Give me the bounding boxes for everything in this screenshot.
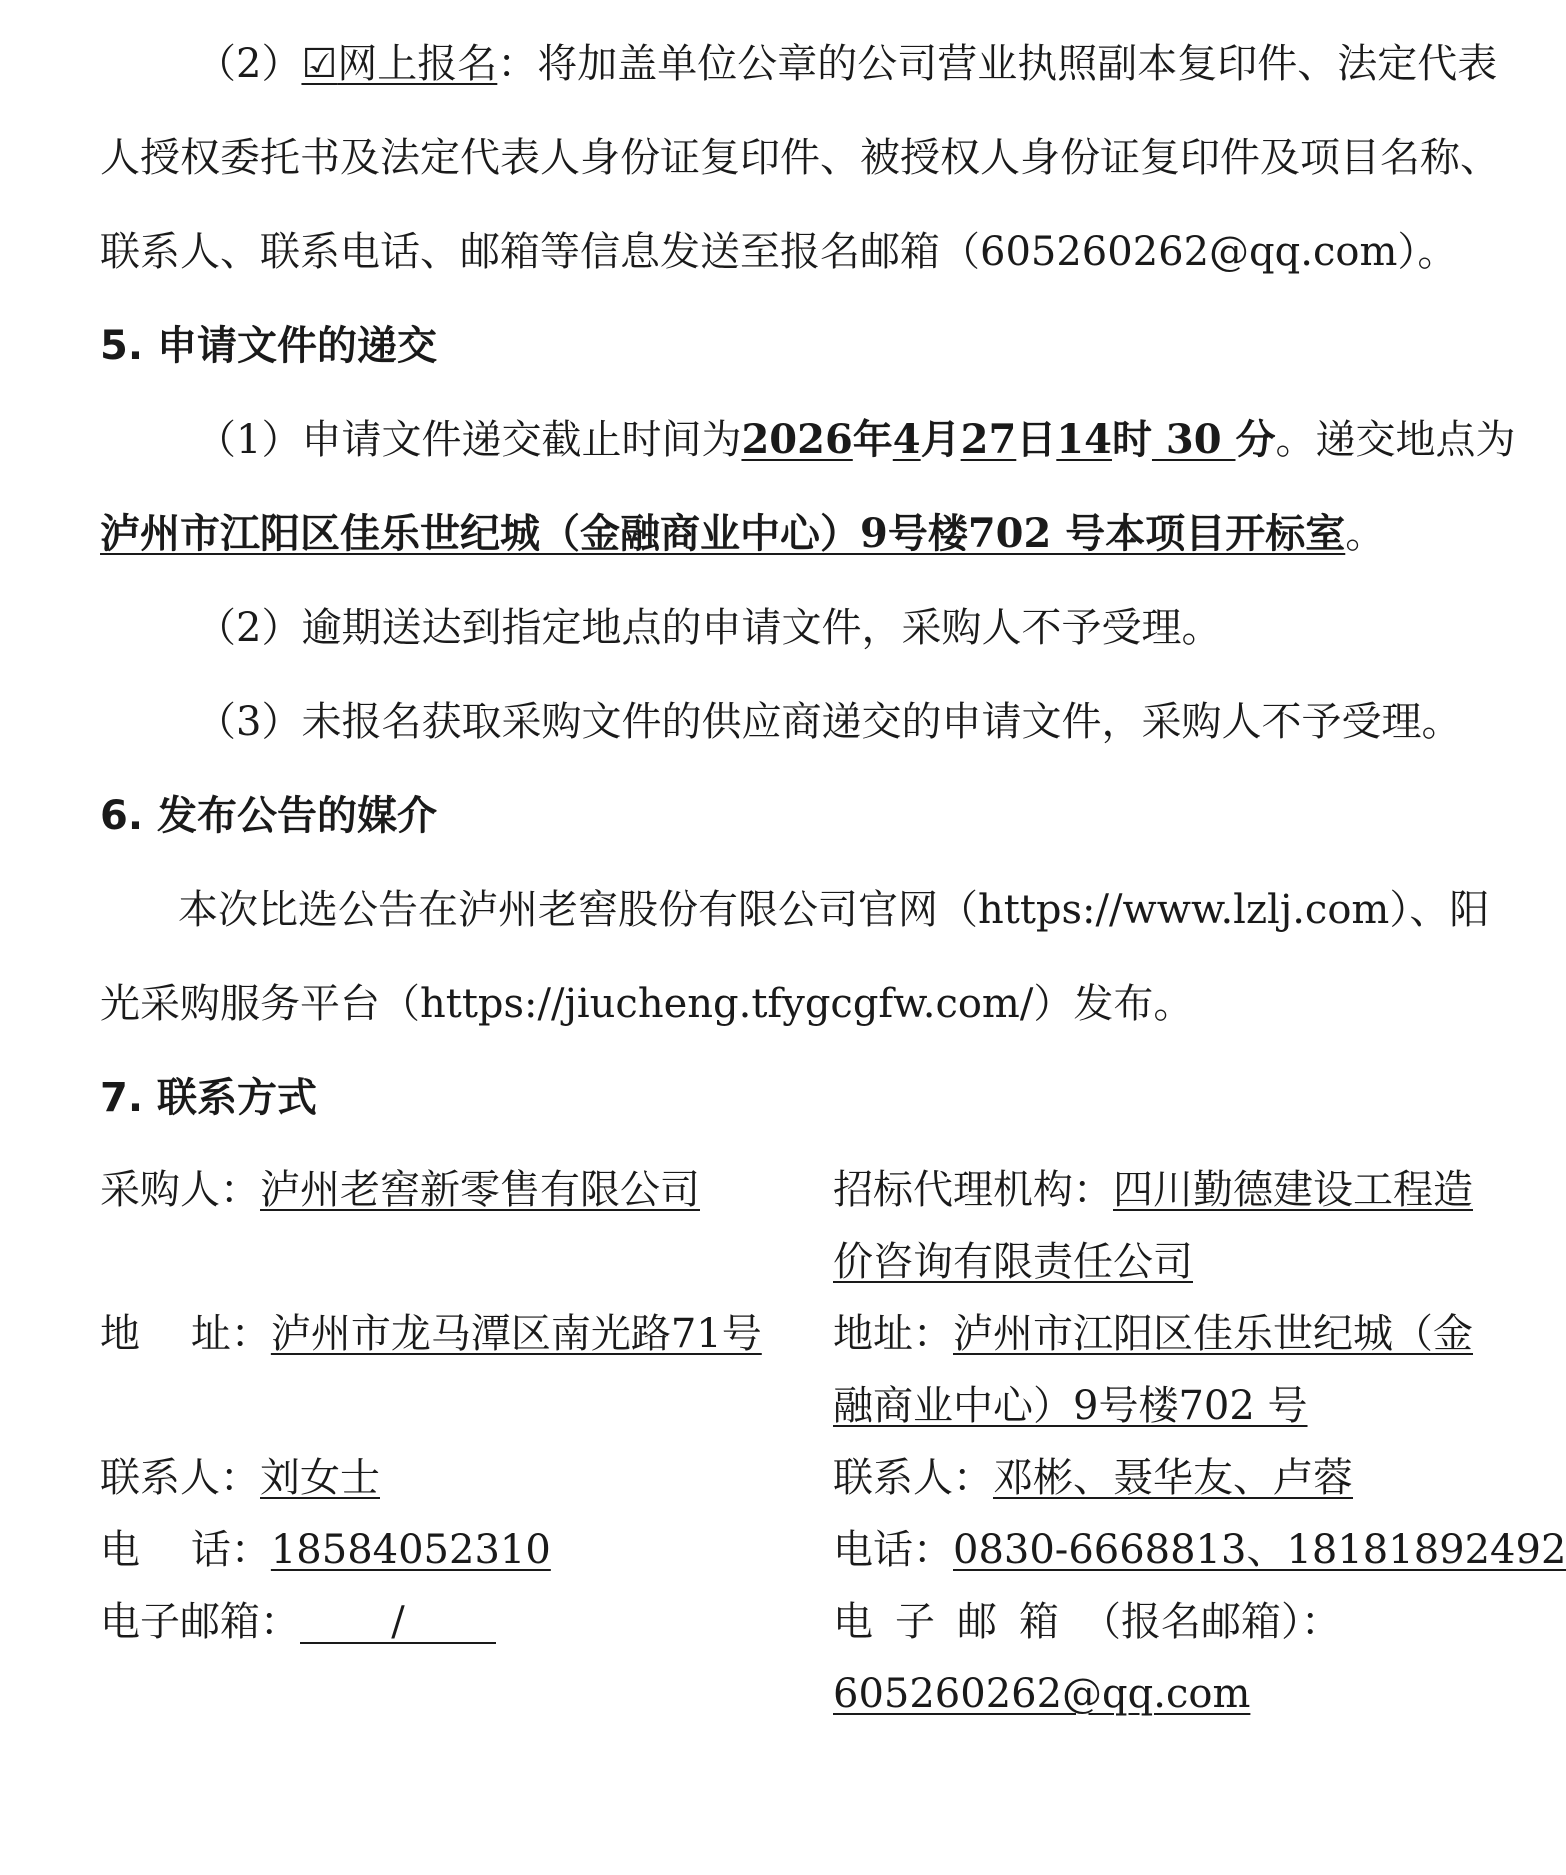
- submission-place-line: 泸州市江阳区佳乐世纪城（金融商业中心）9号楼702 号本项目开标室。: [100, 510, 1386, 557]
- deadline-day: 27: [960, 416, 1017, 463]
- media-line-2: 光采购服务平台（https://jiucheng.tfygcgfw.com/）发布。: [100, 981, 1194, 1027]
- agency-phone-row: 电话：0830-6668813、18181892492: [833, 1527, 1566, 1573]
- agency-row-2: [833, 1238, 1193, 1286]
- agency-address-row-2: [833, 1382, 1308, 1430]
- buyer-email: /: [300, 1602, 496, 1644]
- agency-address-row: 地址：泸州市江阳区佳乐世纪城（金: [833, 1311, 1473, 1357]
- agency-name-2: 价咨询有限责任公司: [833, 1239, 1193, 1285]
- deadline-hour: 14: [1056, 416, 1112, 463]
- buyer-name: 泸州老窖新零售有限公司: [260, 1167, 700, 1213]
- online-registration-label: 网上报名: [337, 41, 498, 87]
- submission-place: 泸州市江阳区佳乐世纪城（金融商业中心）9号楼702 号本项目开标室: [100, 510, 1346, 557]
- buyer-phone-row: 电 话：18584052310: [100, 1527, 551, 1573]
- online-registration-line-1: （2）☑网上报名：将加盖单位公章的公司营业执照副本复印件、法定代表: [196, 41, 1498, 87]
- agency-phone: 0830-6668813、18181892492: [953, 1527, 1566, 1573]
- section-6-heading: 6. 发布公告的媒介: [100, 793, 437, 839]
- section-7-heading: 7. 联系方式: [100, 1075, 317, 1121]
- agency-email-row: [833, 1670, 1250, 1718]
- buyer-contact: 刘女士: [260, 1455, 380, 1501]
- buyer-row: 采购人：泸州老窖新零售有限公司: [100, 1167, 700, 1213]
- deadline-month: 4: [892, 416, 921, 463]
- agency-address-2: 融商业中心）9号楼702 号: [833, 1383, 1308, 1429]
- deadline-minute: 30: [1151, 416, 1236, 463]
- buyer-contact-row: 联系人：刘女士: [100, 1455, 380, 1501]
- deadline-year: 2026: [741, 416, 853, 463]
- unregistered-submission-line: （3）未报名获取采购文件的供应商递交的申请文件，采购人不予受理。: [196, 699, 1462, 745]
- agency-contacts: 邓彬、聂华友、卢蓉: [993, 1455, 1353, 1501]
- buyer-phone: 18584052310: [270, 1527, 551, 1573]
- submission-deadline-line: （1）申请文件递交截止时间为2026年4月27日14时 30 分。递交地点为: [196, 416, 1516, 463]
- agency-email: 605260262@qq.com: [833, 1671, 1251, 1717]
- online-registration-line-2: 人授权委托书及法定代表人身份证复印件、被授权人身份证复印件及项目名称、: [100, 135, 1500, 181]
- agency-email-label-row: 电子邮箱（报名邮箱）：: [833, 1599, 1341, 1645]
- agency-name-1: 四川勤德建设工程造: [1113, 1167, 1473, 1213]
- agency-address-1: 泸州市江阳区佳乐世纪城（金: [953, 1311, 1473, 1357]
- section-5-heading: 5. 申请文件的递交: [100, 323, 437, 369]
- buyer-email-row: 电子邮箱： /: [100, 1598, 496, 1646]
- buyer-address-row: 地 址：泸州市龙马潭区南光路71号: [100, 1311, 762, 1357]
- buyer-address: 泸州市龙马潭区南光路71号: [270, 1311, 762, 1357]
- checkbox-icon: ☑: [301, 41, 338, 87]
- online-registration-line-3: 联系人、联系电话、邮箱等信息发送至报名邮箱（605260262@qq.com）。: [100, 229, 1458, 275]
- late-submission-line: （2）逾期送达到指定地点的申请文件，采购人不予受理。: [196, 605, 1222, 651]
- agency-contact-row: 联系人：邓彬、聂华友、卢蓉: [833, 1455, 1353, 1501]
- agency-row: 招标代理机构：四川勤德建设工程造: [833, 1167, 1473, 1213]
- media-line-1: 本次比选公告在泸州老窖股份有限公司官网（https://www.lzlj.com）、阳: [178, 887, 1490, 933]
